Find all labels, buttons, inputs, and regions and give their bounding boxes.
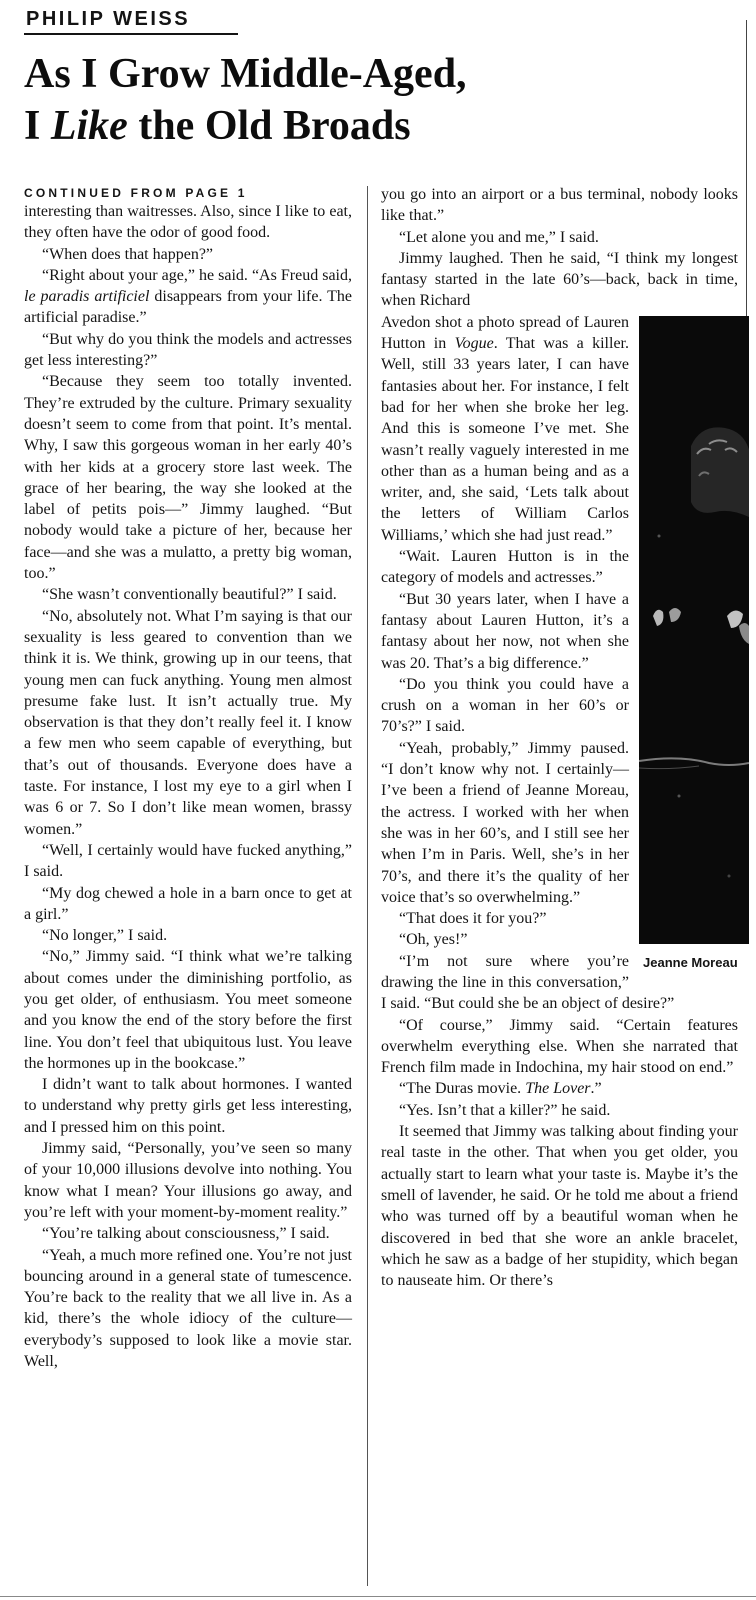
- jeanne-moreau-photo: [639, 316, 749, 944]
- paragraph-text: Avedon shot a photo spread of Lauren Hutton in: [381, 313, 629, 353]
- author-kicker: PHILIP WEISS: [26, 8, 191, 30]
- paragraph-text: “The Duras movie.: [399, 1080, 526, 1098]
- paragraph: Jimmy said, “Personally, you’ve seen so many of your 10,000 illusions devolve into nothing. You know what I mean? Your illusions go away, and you’re left with your moment-by-moment reality.”: [24, 1140, 352, 1221]
- paragraph-text: .”: [590, 1080, 602, 1098]
- column-2-intro: [381, 184, 738, 312]
- article-column-1: [24, 186, 352, 1372]
- paragraph: “Yeah, probably,” Jimmy paused. “I don’t know why not. I certainly—I’ve been a friend of Jeanne Moreau, the actress. I worked with her when she was in her 60’s, and I still see her when I’m in Paris. Well, she’s in her 70’s, and there it’s the quality of her voice that’s so overwhelming.”: [381, 739, 629, 906]
- photo-image: [639, 316, 749, 944]
- paragraph: “But 30 years later, when I have a fantasy about Lauren Hutton, it’s a fantasy about her now, not when she was 20. That’s a big difference.”: [381, 590, 629, 672]
- kicker-rule: [24, 33, 238, 35]
- headline-emphasis: Like: [50, 103, 128, 149]
- page-edge-rule: [746, 20, 747, 325]
- paragraph: “You’re talking about consciousness,” I said.: [42, 1225, 330, 1243]
- paragraph: “That does it for you?”: [399, 910, 547, 928]
- paragraph: interesting than waitresses. Also, since I like to eat, they often have the odor of good food.: [24, 203, 352, 242]
- headline-line-2-start: I: [24, 103, 51, 149]
- paragraph: Jimmy laughed. Then he said, “I think my longest fantasy started in the late 60’s—back, back in time, when Richard: [381, 249, 738, 310]
- paragraph: “But why do you think the models and actresses get less interesting?”: [24, 330, 352, 370]
- column-divider: [367, 186, 368, 1586]
- italic-title: le paradis artificiel: [24, 288, 150, 306]
- paragraph: “Well, I certainly would have fucked anything,” I said.: [24, 841, 352, 881]
- page-bottom-rule: [0, 1596, 756, 1597]
- paragraph: “When does that happen?”: [42, 245, 214, 263]
- paragraph: “No,” Jimmy said. “I think what we’re talking about comes under the diminishing portfolio, as you get older, of enthusiasm. You meet someone and you know the end of the story before the first line. You don’t feel that ubiquitous lust. You leave the hormones up in the bookcase.”: [24, 948, 352, 1072]
- column-1-body: [24, 201, 352, 1372]
- paragraph: “She wasn’t conventionally beautiful?” I said.: [42, 586, 337, 604]
- paragraph: [24, 265, 352, 329]
- paragraph: “Wait. Lauren Hutton is in the category of models and actresses.”: [381, 548, 629, 587]
- headline: [24, 48, 467, 152]
- paragraph: “Yes. Isn’t that a killer?” he said.: [399, 1101, 611, 1119]
- paragraph-text: . That was a killer. Well, still 33 years later, I can have fantasies about her. For instance, I felt bad for her when she broke her leg. And this is someone I’ve met. She wasn’t really vaguely interested in me other than as a human being and as a writer, and, she said, ‘Lets talk about the letters of William Carlos Williams,’ which she had just read.”: [381, 335, 629, 544]
- paragraph-text: “Right about your age,” he said. “As Freud said,: [42, 266, 352, 284]
- paragraph: “Because they seem too totally invented. They’re extruded by the culture. Primary sexuality doesn’t seem to come from that point. It’s mental. Why, I saw this gorgeous woman in her early 40’s with her kids at a grocery store last week. The grace of her bearing, the way she looked at the label of petits pois—” Jimmy laughed. “But nobody would take a picture of her, because her face—and she was a mulatto, a pretty big woman, too.”: [24, 373, 352, 583]
- continued-from-label: CONTINUED FROM PAGE 1: [24, 186, 248, 200]
- paragraph: “No longer,” I said.: [42, 927, 168, 945]
- paragraph: “No, absolutely not. What I’m saying is that our sexuality is less geared to convention than we think it is. We think, growing up in our teens, that young men can fuck anything. Young men almost presume fake lust. It isn’t actually true. My observation is that they don’t really feel it. I know a few men who seem capable of everything, but that’s out of thousands. Everyone does have a taste. For instance, I lost my eye to a girl when I was 6 or 7. So I don’t like mean women, brassy women.”: [24, 607, 352, 838]
- paragraph: It seemed that Jimmy was talking about finding your real taste in the other. That when you get older, you actually start to learn what your taste is. Maybe it’s the smell of lavender, he said. Or he told me about a friend who was turned off by a beautiful woman when he discovered in bed that she wore an ankle bracelet, which he saw as a badge of her stupidity, which began to nauseate him. Or there’s: [381, 1123, 738, 1290]
- italic-title: Vogue: [454, 335, 494, 353]
- headline-line-2: [24, 100, 467, 152]
- paragraph: “My dog chewed a hole in a barn once to get at a girl.”: [24, 884, 352, 923]
- paragraph: “Oh, yes!”: [399, 931, 468, 949]
- paragraph: “Of course,” Jimmy said. “Certain features overwhelm everything else. When she narrated that French film made in Indochina, my hair stood on end.”: [381, 1016, 738, 1077]
- article-column-2: [381, 184, 738, 1291]
- headline-line-1: As I Grow Middle-Aged,: [24, 51, 467, 97]
- paragraph: “I’m not sure where you’re drawing the line in this conversation,” I said. “But could she be an object of desire?”: [381, 952, 675, 1013]
- paragraph: [381, 1078, 738, 1099]
- photo-caption: Jeanne Moreau: [643, 954, 738, 970]
- italic-title: The Lover: [525, 1080, 591, 1098]
- paragraph: “Let alone you and me,” I said.: [399, 228, 599, 246]
- paragraph: I didn’t want to talk about hormones. I wanted to understand why pretty girls get less interesting, and I pressed him on this point.: [24, 1076, 352, 1136]
- paragraph: “Do you think you could have a crush on a woman in her 60’s or 70’s?” I said.: [381, 675, 629, 736]
- paragraph: “Yeah, a much more refined one. You’re not just bouncing around in a general state of tumescence. You’re back to the reality that we all live in. As a kid, there’s the whole idiocy of the culture—everybody’s supposed to look like a movie star. Well,: [24, 1246, 352, 1371]
- photo-block: [639, 316, 749, 982]
- paragraph-text: disappears from your life. The artificial paradise.”: [24, 288, 353, 327]
- headline-line-2-end: the Old Broads: [127, 103, 411, 149]
- paragraph: you go into an airport or a bus terminal, nobody looks like that.”: [381, 186, 738, 225]
